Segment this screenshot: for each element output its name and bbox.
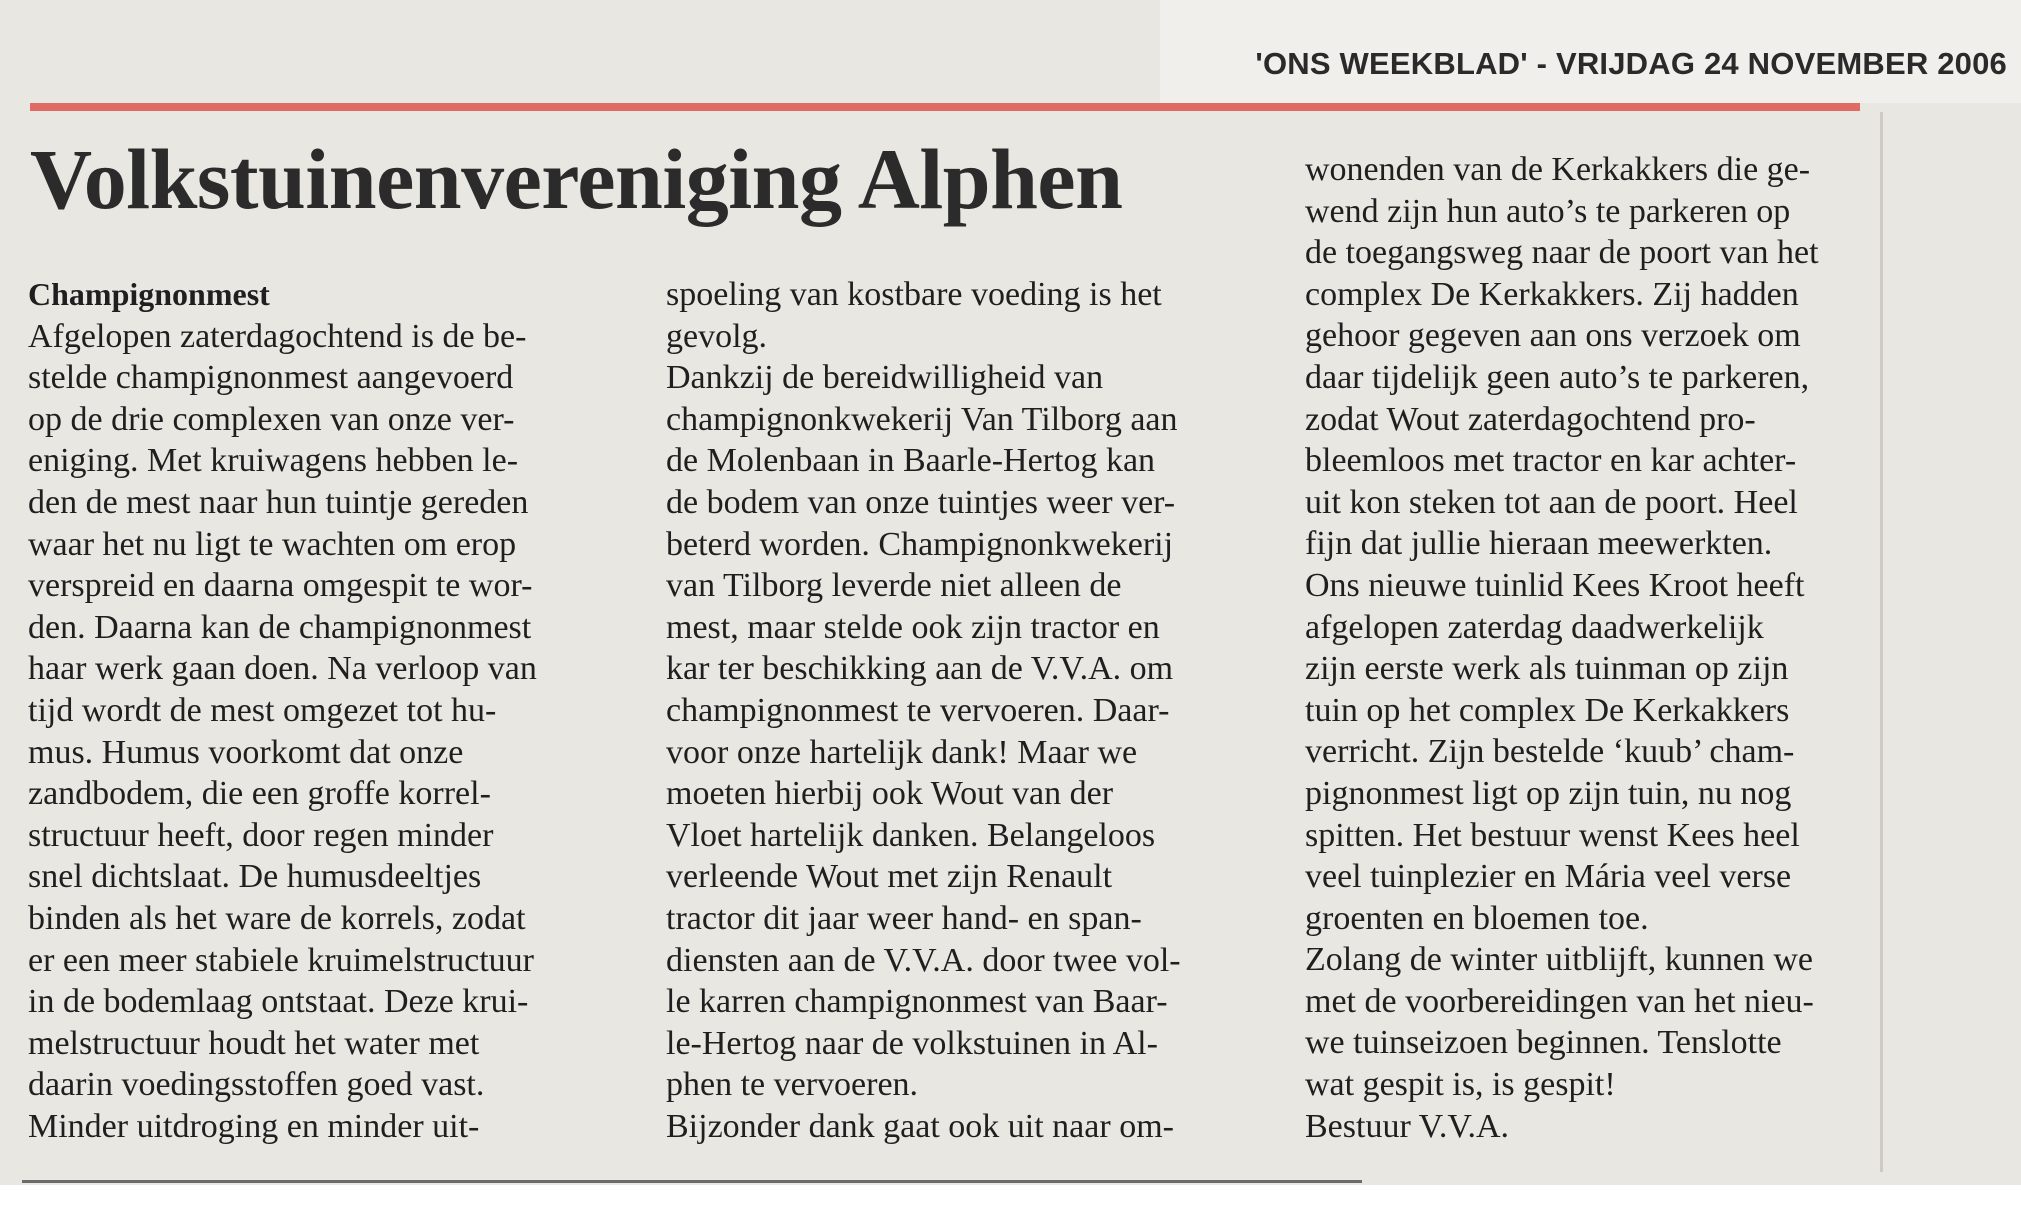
text-line: we tuinseizoen beginnen. Tenslotte [1305, 1024, 1782, 1062]
column-2 [666, 274, 1258, 1147]
text-line: wonenden van de Kerkakkers die ge- [1305, 151, 1811, 188]
column-3 [1305, 149, 1893, 1147]
text-line: afgelopen zaterdag daadwerkelijk [1305, 608, 1764, 646]
text-line: le karren champignonmest van Baar- [666, 983, 1168, 1021]
text-line: verspreid en daarna omgespit te wor- [28, 567, 533, 605]
text-line: Vloet hartelijk danken. Belangeloos [666, 816, 1156, 854]
text-line: in de bodemlaag ontstaat. Deze krui- [28, 983, 529, 1021]
text-line: de toegangsweg naar de poort van het [1305, 234, 1819, 272]
text-line: wend zijn hun auto’s te parkeren op [1305, 192, 1791, 230]
text-line: complex De Kerkakkers. Zij hadden [1305, 275, 1799, 313]
text-line: verleende Wout met zijn Renault [666, 858, 1113, 896]
text-line: champignonmest te vervoeren. Daar- [666, 691, 1170, 729]
text-line: gehoor gegeven aan ons verzoek om [1305, 317, 1801, 355]
text-line: tractor dit jaar weer hand- en span- [666, 899, 1142, 937]
text-line: Bijzonder dank gaat ook uit naar om- [666, 1107, 1174, 1145]
text-line: de Molenbaan in Baarle-Hertog kan [666, 442, 1156, 480]
text-line: haar werk gaan doen. Na verloop van [28, 650, 537, 688]
text-line: zodat Wout zaterdagochtend pro- [1305, 400, 1756, 438]
text-line: Dankzij de bereidwilligheid van [666, 359, 1104, 397]
text-line: uit kon steken tot aan de poort. Heel [1305, 483, 1798, 521]
text-line: van Tilborg leverde niet alleen de [666, 567, 1122, 605]
text-line: daar tijdelijk geen auto’s te parkeren, [1305, 358, 1810, 396]
text-line: den. Daarna kan de champignonmest [28, 608, 532, 646]
text-line: moeten hierbij ook Wout van der [666, 775, 1114, 813]
text-line: Zolang de winter uitblijft, kunnen we [1305, 941, 1813, 979]
bottom-rule [22, 1180, 1362, 1183]
text-line: Afgelopen zaterdagochtend is de be- [28, 317, 527, 355]
text-line: champignonkwekerij Van Tilborg aan [666, 400, 1178, 438]
text-line: snel dichtslaat. De humusdeeltjes [28, 858, 482, 896]
masthead: 'ONS WEEKBLAD' - VRIJDAG 24 NOVEMBER 2006 [1255, 46, 2007, 81]
text-line: structuur heeft, door regen minder [28, 816, 494, 854]
text-line: kar ter beschikking aan de V.V.A. om [666, 650, 1174, 688]
text-line: eniging. Met kruiwagens hebben le- [28, 442, 519, 480]
red-rule [30, 103, 1860, 111]
text-line: spitten. Het bestuur wenst Kees heel [1305, 816, 1800, 854]
text-line: bleemloos met tractor en kar achter- [1305, 442, 1797, 480]
text-line: tijd wordt de mest omgezet tot hu- [28, 691, 497, 729]
text-line: er een meer stabiele kruimelstructuur [28, 941, 534, 979]
text-line: Minder uitdroging en minder uit- [28, 1107, 480, 1145]
text-line: Ons nieuwe tuinlid Kees Kroot heeft [1305, 566, 1805, 604]
text-line: zandbodem, die een groffe korrel- [28, 775, 491, 813]
text-line: op de drie complexen van onze ver- [28, 400, 515, 438]
text-line: le-Hertog naar de volkstuinen in Al- [666, 1024, 1158, 1062]
text-line: mest, maar stelde ook zijn tractor en [666, 608, 1160, 646]
text-line: verricht. Zijn bestelde ‘kuub’ cham- [1305, 733, 1795, 771]
text-line: mus. Humus voorkomt dat onze [28, 733, 464, 771]
text-line: gevolg. [666, 317, 768, 355]
text-line: veel tuinplezier en Mária veel verse [1305, 858, 1792, 896]
text-line: stelde champignonmest aangevoerd [28, 359, 514, 397]
text-line: pignonmest ligt op zijn tuin, nu nog [1305, 774, 1792, 812]
text-line: de bodem van onze tuintjes weer ver- [666, 483, 1176, 521]
text-line: den de mest naar hun tuintje gereden [28, 483, 529, 521]
text-line: tuin op het complex De Kerkakkers [1305, 691, 1790, 729]
text-line: Bestuur V.V.A. [1305, 1107, 1510, 1145]
text-line: diensten aan de V.V.A. door twee vol- [666, 941, 1181, 979]
text-line: waar het nu ligt te wachten om erop [28, 525, 517, 563]
text-line: beterd worden. Champignonkwekerij [666, 525, 1174, 563]
column-1 [28, 274, 620, 1147]
text-line: spoeling van kostbare voeding is het [666, 276, 1162, 313]
text-line: groenten en bloemen toe. [1305, 899, 1649, 937]
text-line: wat gespit is, is gespit! [1305, 1066, 1616, 1104]
text-line: zijn eerste werk als tuinman op zijn [1305, 650, 1789, 688]
text-line: daarin voedingsstoffen goed vast. [28, 1066, 485, 1104]
text-line: binden als het ware de korrels, zodat [28, 899, 526, 937]
headline: Volkstuinenvereniging Alphen [30, 131, 1123, 227]
text-line: met de voorbereidingen van het nieu- [1305, 982, 1814, 1020]
text-line: fijn dat jullie hieraan meewerkten. [1305, 525, 1773, 563]
subhead: Champignonmest [28, 276, 270, 312]
text-line: voor onze hartelijk dank! Maar we [666, 733, 1138, 771]
text-line: melstructuur houdt het water met [28, 1024, 480, 1062]
text-line: phen te vervoeren. [666, 1066, 919, 1104]
